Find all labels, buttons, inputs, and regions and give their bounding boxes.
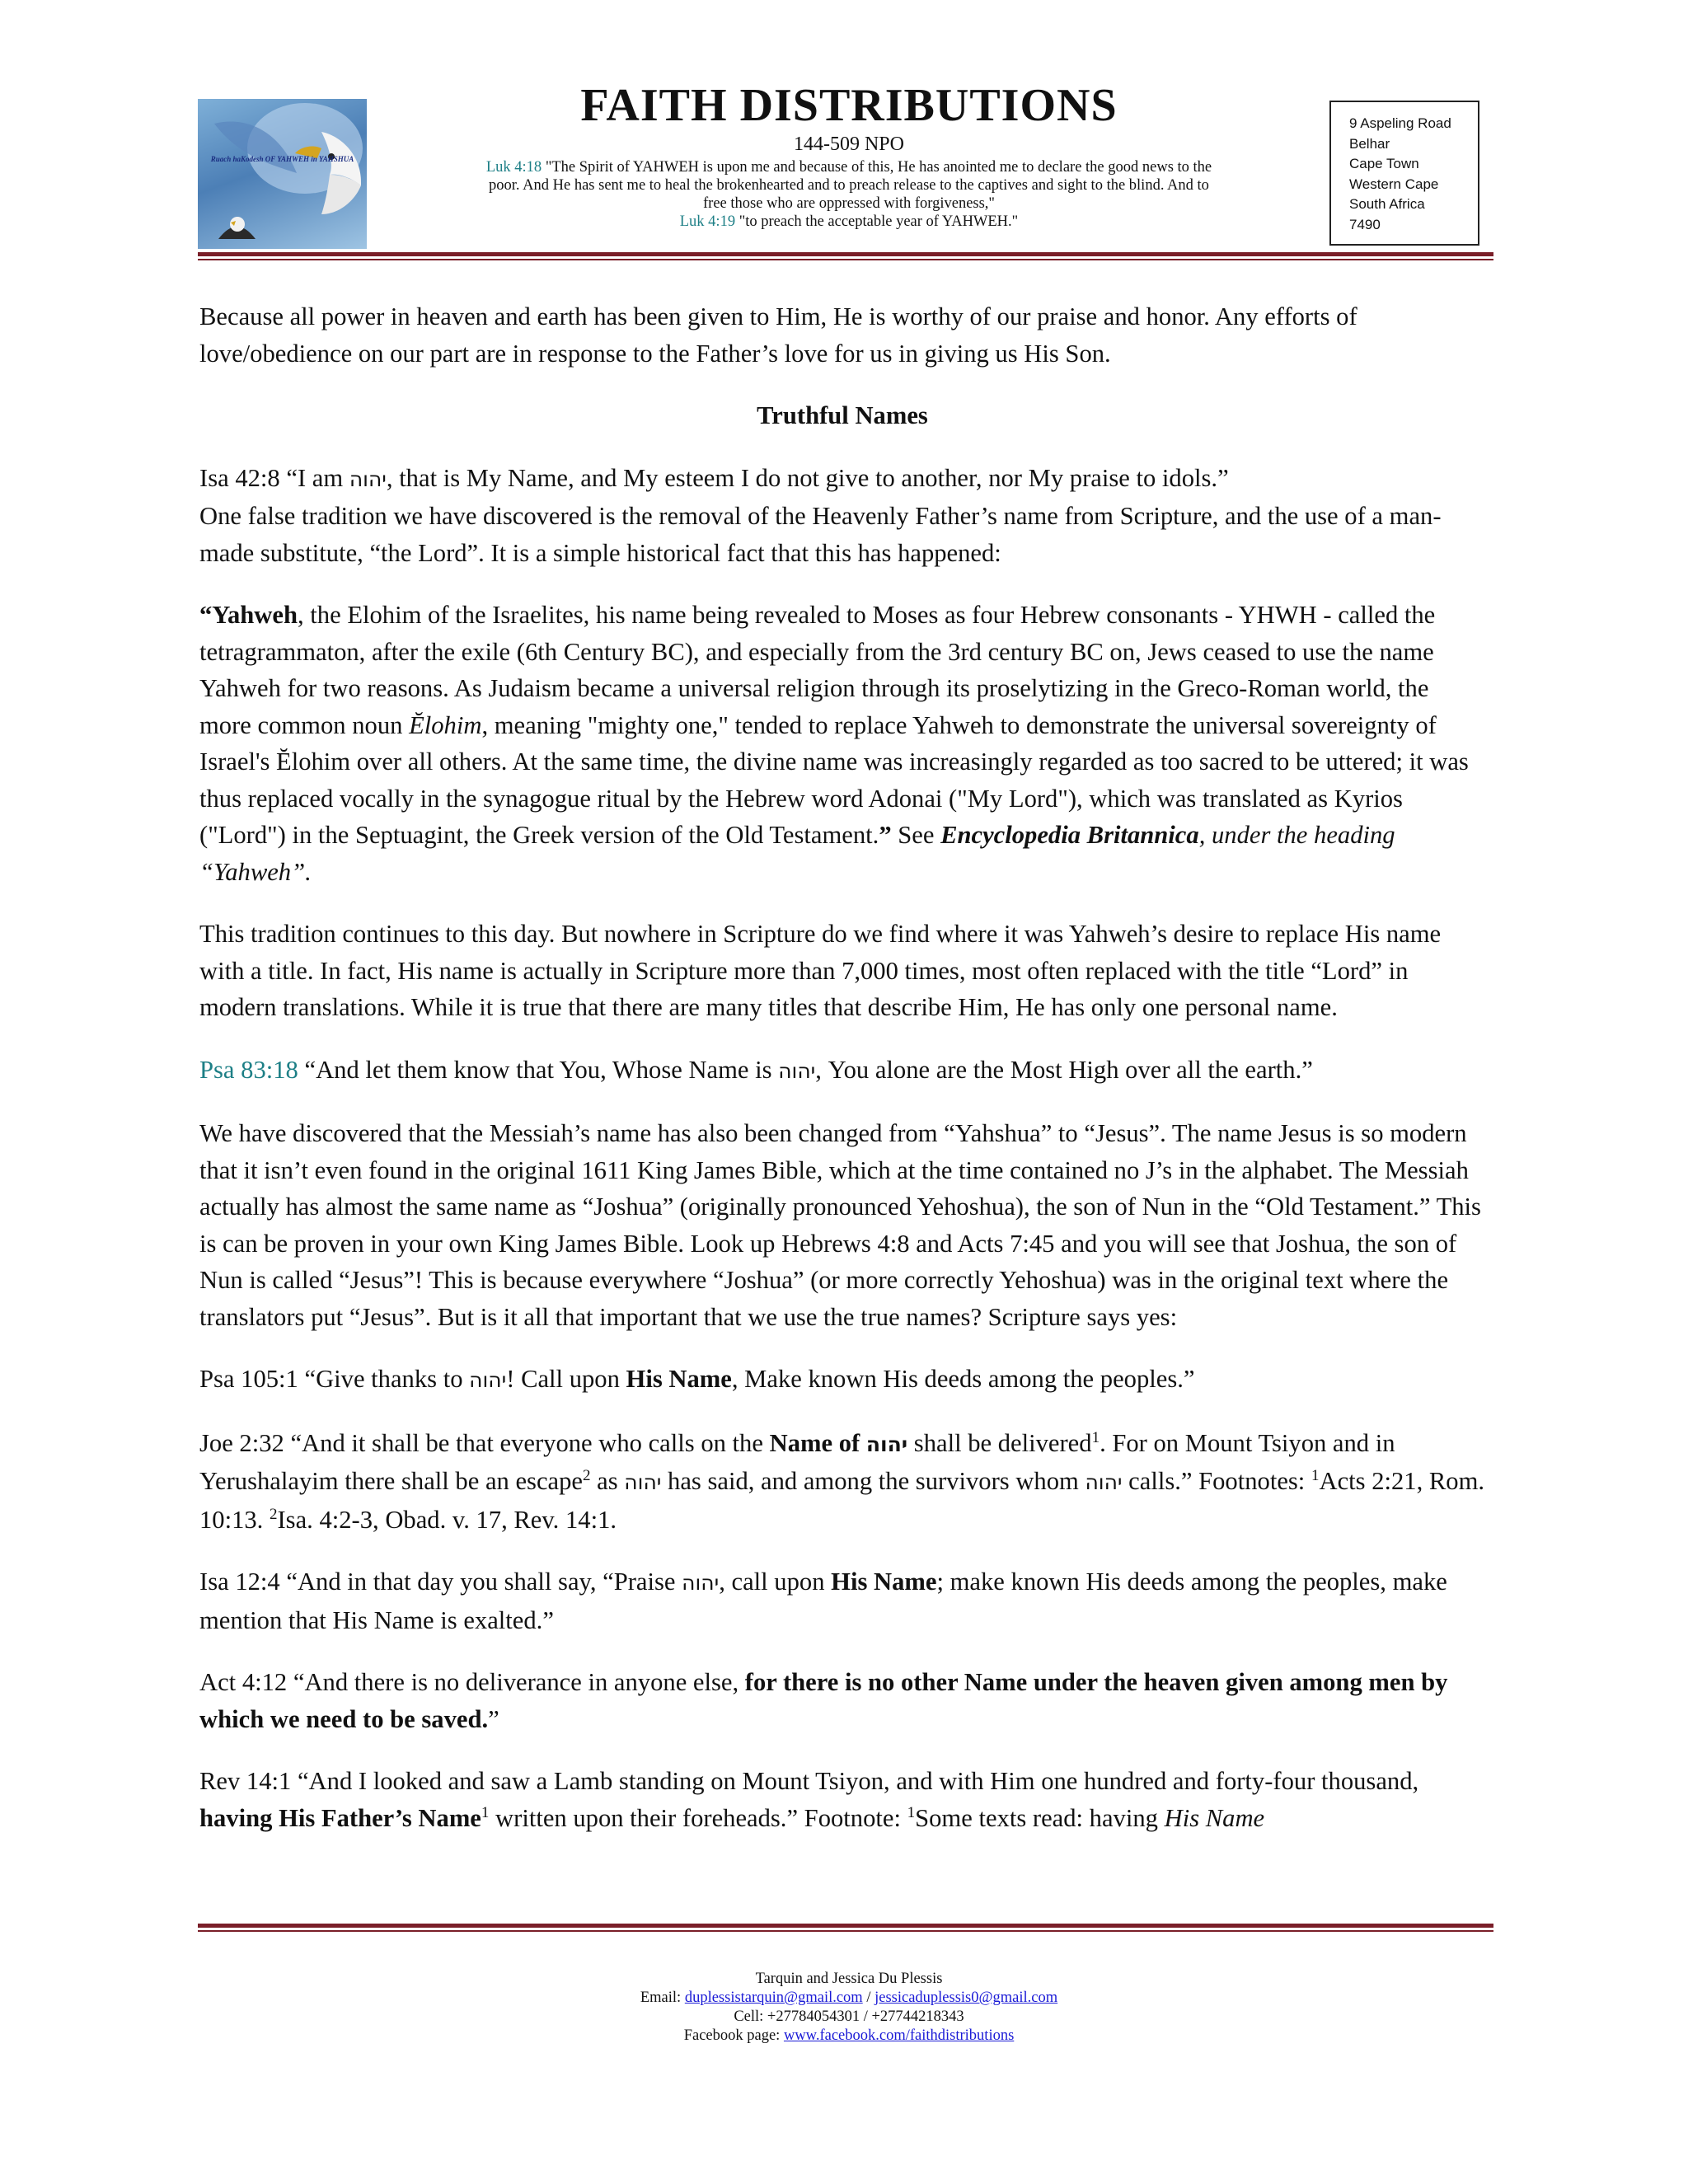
hebrew-name: יהוה: [865, 1432, 908, 1456]
npo-number: 144-509 NPO: [793, 134, 904, 155]
address-line: 7490: [1349, 216, 1381, 232]
verse-ref-luk-4-19: Luk 4:19: [679, 213, 736, 230]
address-line: Belhar: [1349, 135, 1390, 152]
contact-names: Tarquin and Jessica Du Plessis: [755, 1971, 943, 1987]
contact-cell: Cell: +27784054301 / +27744218343: [734, 2008, 964, 2025]
address-line: Cape Town: [1349, 156, 1419, 171]
contact-email: Email: duplessistarquin@gmail.com / jessicaduplessis0@gmail.com: [640, 1990, 1058, 2006]
verse-isa-12-4: Isa 12:4 “And in that day you shall say, “Praise יהוה, call upon His Name; make known His deeds among the peoples, make mention that His Name is exalted.”: [199, 1568, 1447, 1634]
contact-facebook: Facebook page: www.facebook.com/faithdistributions: [683, 2027, 1015, 2044]
header-verses: [478, 158, 1220, 231]
intro-paragraph: Because all power in heaven and earth has been given to Him, He is worthy of our praise and honor. Any efforts of love/obedience on our part are in response to the Father’s love for us in giving us His Son.: [199, 302, 1357, 368]
eagle-logo: [198, 99, 367, 249]
hebrew-name: יהוה: [349, 466, 387, 491]
verse-ref-psa-83-18: Psa 83:18: [199, 1055, 298, 1084]
header-divider: [198, 252, 1493, 260]
hebrew-name: יהוה: [1085, 1470, 1123, 1494]
eagle-icon: [198, 99, 367, 249]
verse-text-luk-4-19: "to preach the acceptable year of YAHWEH.": [738, 213, 1019, 230]
verse-act-4-12: Act 4:12 “And there is no deliverance in anyone else, for there is no other Name under the heaven given among men by which we need to be saved.”: [199, 1668, 1448, 1733]
address-line: Western Cape: [1349, 176, 1439, 192]
verse-isa-42-8: Isa 42:8 “I am יהוה, that is My Name, and My esteem I do not give to another, nor My praise to idols.”: [199, 463, 1229, 492]
section-heading: Truthful Names: [757, 401, 928, 429]
verse-joe-2-32: Joe 2:32 “And it shall be that everyone who calls on the Name of יהוה shall be delivered$^1$. For on Mount Tsiyon and in Yerushalayim there shall be an escape$^2$ as יהוה has said, and among the survivors whom יהוה calls.” Footnotes: $^1$Acts 2:21, Rom. 10:13. $^2$Isa. 4:2-3, Obad. v. 17, Rev. 14:1.: [199, 1428, 1485, 1534]
source-title: Encyclopedia Britannica: [940, 821, 1199, 849]
hebrew-name: יהוה: [682, 1571, 720, 1595]
email-link-tarquin[interactable]: duplessistarquin@gmail.com: [684, 1990, 863, 2006]
hebrew-name: יהוה: [469, 1368, 507, 1392]
britannica-quote: “Yahweh, the Elohim of the Israelites, his name being revealed to Moses as four Hebrew consonants - YHWH - called the tetragrammaton, after the exile (6th Century BC), and especially from the 3rd century BC on, Jews ceased to use the name Yahweh for two reasons. As Judaism became a universal religion through its proselytizing in the Greco-Roman world, the more common noun Ĕlohim, meaning "mighty one," tended to replace Yahweh to demonstrate the universal sovereignty of Israel's Ĕlohim over all others. At the same time, the divine name was increasingly regarded as too sacred to be uttered; it was thus replaced vocally in the synagogue ritual by the Hebrew word Adonai ("My Lord"), which was translated as Kyrios ("Lord") in the Septuagint, the Greek version of the Old Testament.” See Encyclopedia Britannica, under the heading “Yahweh”.: [199, 601, 1469, 886]
tradition-paragraph: This tradition continues to this day. But nowhere in Scripture do we find where it was Yahweh’s desire to replace His name with a title. In fact, His name is actually in Scripture more than 7,000 times, most often replaced with the title “Lord” in modern translations. While it is true that there are many titles that describe Him, He has only one personal name.: [199, 920, 1442, 1021]
page-title: FAITH DISTRIBUTIONS: [580, 80, 1118, 131]
footer-divider: [198, 1924, 1493, 1932]
verse-rev-14-1: Rev 14:1 “And I looked and saw a Lamb standing on Mount Tsiyon, and with Him one hundred and forty-four thousand, having His Father’s Name$^1$ written upon their foreheads.” Footnote: $^1$Some texts read: having His Name: [199, 1767, 1419, 1832]
logo-caption: Ruach haKodesh OF YAHWEH in YAHSHUA: [210, 155, 354, 163]
hebrew-name: יהוה: [624, 1470, 662, 1494]
address-line: 9 Aspeling Road: [1349, 115, 1451, 131]
address-box: [1329, 101, 1479, 246]
verse-text-luk-4-18: "The Spirit of YAHWEH is upon me and because of this, He has anointed me to declare the good news to the poor. And He has sent me to heal the brokenhearted and to preach release to the captives and sight to the blind. And to free those who are oppressed with forgiveness,": [489, 159, 1212, 212]
email-link-jessica[interactable]: jessicaduplessis0@gmail.com: [874, 1990, 1058, 2006]
verse-psa-83-18: Psa 83:18 “And let them know that You, Whose Name is יהוה, You alone are the Most High over all the earth.”: [199, 1055, 1313, 1084]
verse-ref-luk-4-18: Luk 4:18: [485, 159, 542, 176]
messiah-name-paragraph: We have discovered that the Messiah’s name has also been changed from “Yahshua” to “Jesus”. The name Jesus is so modern that it isn’t even found in the original 1611 King James Bible, which at the time contained no J’s in the alphabet. The Messiah actually has almost the same name as “Joshua” (originally pronounced Yehoshua), the son of Nun in the “Old Testament.” This is can be proven in your own King James Bible. Look up Hebrews 4:8 and Acts 7:45 and you will see that Joshua, the son of Nun is called “Jesus”! This is because everywhere “Joshua” (or more correctly Yehoshua) was in the original text where the translators put “Jesus”. But is it all that important that we use the true names? Scripture says yes:: [199, 1119, 1481, 1331]
main-content: [199, 298, 1485, 1836]
false-tradition-paragraph: One false tradition we have discovered is the removal of the Heavenly Father’s name from Scripture, and the use of a man-made substitute, “the Lord”. It is a simple historical fact that this has happened:: [199, 502, 1442, 567]
verse-psa-105-1: Psa 105:1 “Give thanks to יהוה! Call upon His Name, Make known His deeds among the peoples.”: [199, 1365, 1195, 1393]
hebrew-name: יהוה: [778, 1058, 816, 1083]
address-line: South Africa: [1349, 196, 1425, 212]
footer-contact: [462, 1970, 1236, 2046]
facebook-link[interactable]: www.facebook.com/faithdistributions: [783, 2027, 1015, 2044]
